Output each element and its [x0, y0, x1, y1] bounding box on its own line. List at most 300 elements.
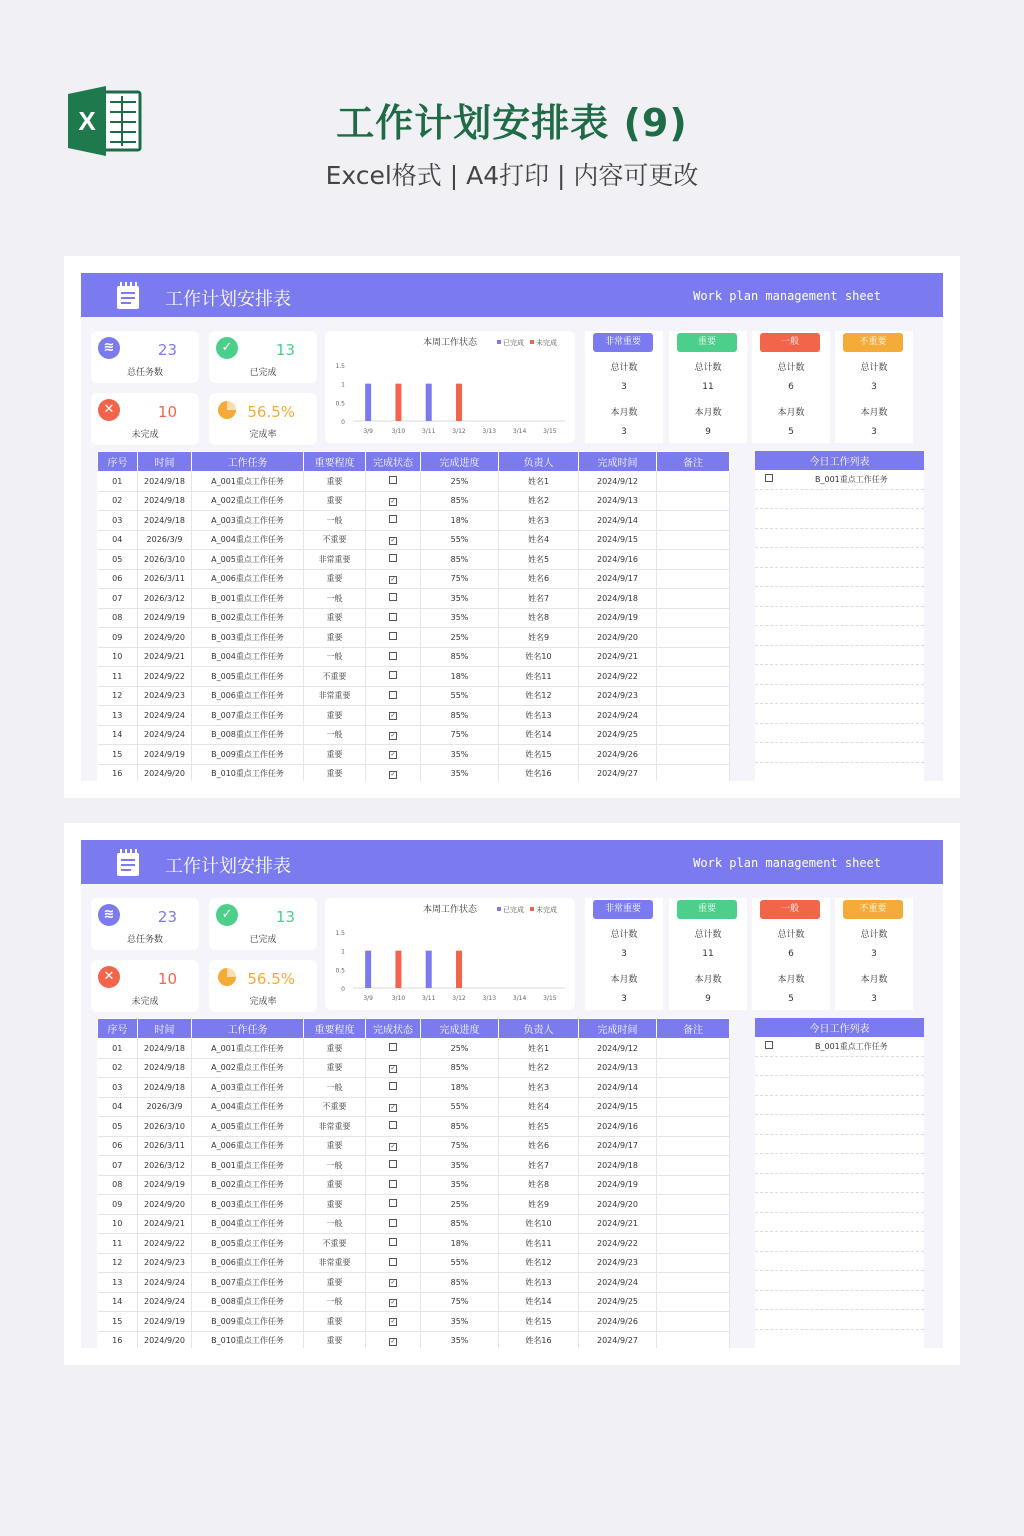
category-month-label: 本月数 — [610, 975, 638, 985]
sheet-title-en: Work plan management sheet — [693, 856, 881, 870]
category-month-label: 本月数 — [694, 408, 722, 418]
status-checkbox-cell[interactable] — [366, 1156, 421, 1176]
table-cell: 05 — [98, 1117, 138, 1137]
table-cell — [657, 706, 730, 726]
table-cell: 2024/9/21 — [138, 1214, 192, 1234]
legend-label: 已完成 — [503, 339, 524, 347]
table-cell: 85% — [421, 647, 499, 667]
y-tick-label: 0 — [341, 986, 345, 993]
table-cell: 2024/9/17 — [579, 1136, 657, 1156]
status-checkbox[interactable]: ✓ — [390, 1337, 396, 1345]
category-total-label: 总计数 — [694, 930, 722, 940]
status-checkbox-cell[interactable] — [366, 1234, 421, 1254]
table-cell: 重要 — [304, 569, 366, 589]
table-cell: 13 — [98, 706, 138, 726]
table-cell: 35% — [421, 608, 499, 628]
y-tick-label: 0 — [341, 419, 345, 426]
today-list-cell — [755, 762, 924, 781]
table-cell: 2024/9/24 — [138, 706, 192, 726]
table-row — [98, 1039, 730, 1059]
work-plan-sheet — [81, 840, 943, 1348]
status-checkbox-cell[interactable] — [366, 550, 421, 570]
status-checkbox[interactable]: ✓ — [390, 731, 396, 739]
x-tick-label: 3/13 — [482, 428, 497, 435]
status-checkbox-cell[interactable] — [366, 511, 421, 531]
status-checkbox[interactable] — [389, 1160, 397, 1168]
status-checkbox-cell[interactable] — [366, 1117, 421, 1137]
legend-swatch — [530, 907, 534, 911]
stat-done — [209, 331, 317, 383]
status-checkbox[interactable] — [389, 554, 397, 562]
table-cell: 2026/3/12 — [138, 1156, 192, 1176]
today-list-row — [755, 1310, 924, 1330]
table-cell: 2024/9/23 — [138, 686, 192, 706]
table-cell: 15 — [98, 745, 138, 765]
table-cell: A_001重点工作任务 — [192, 1039, 304, 1059]
stat-value: 23 — [157, 341, 177, 359]
table-cell: 不重要 — [304, 530, 366, 550]
table-cell: 2024/9/18 — [138, 472, 192, 492]
legend-swatch — [497, 907, 501, 911]
y-tick-label: 0.5 — [335, 400, 345, 408]
table-cell: 重要 — [304, 706, 366, 726]
status-checkbox-cell[interactable] — [366, 764, 421, 781]
status-checkbox[interactable] — [389, 1219, 397, 1227]
table-cell: 2024/9/19 — [138, 1312, 192, 1332]
y-tick-label: 1.5 — [335, 930, 345, 937]
legend-swatch — [497, 340, 501, 344]
today-list-row — [755, 1056, 924, 1076]
status-checkbox-cell[interactable] — [366, 725, 421, 745]
status-checkbox[interactable] — [389, 1199, 397, 1207]
table-cell: B_001重点工作任务 — [192, 1156, 304, 1176]
table-row — [98, 1312, 730, 1332]
table-cell — [657, 1253, 730, 1273]
table-cell: 03 — [98, 1078, 138, 1098]
table-cell: 07 — [98, 589, 138, 609]
table-cell: 25% — [421, 1039, 499, 1059]
stat-label: 完成率 — [249, 430, 277, 440]
status-checkbox[interactable] — [389, 632, 397, 640]
today-list-cell — [755, 1251, 924, 1271]
table-cell: 14 — [98, 725, 138, 745]
table-cell: B_010重点工作任务 — [192, 764, 304, 781]
status-checkbox[interactable] — [389, 476, 397, 484]
status-checkbox[interactable] — [389, 671, 397, 679]
table-cell: 2024/9/18 — [138, 1078, 192, 1098]
table-cell: 重要 — [304, 608, 366, 628]
table-cell: 2024/9/23 — [138, 1253, 192, 1273]
category-normal — [752, 331, 830, 443]
status-checkbox-cell[interactable] — [366, 1292, 421, 1312]
table-cell: B_006重点工作任务 — [192, 1253, 304, 1273]
status-checkbox-cell[interactable] — [366, 1312, 421, 1332]
category-month: 3 — [871, 994, 877, 1004]
column-header: 完成时间 — [579, 1019, 657, 1039]
table-cell: 2024/9/22 — [579, 667, 657, 687]
table-cell: B_006重点工作任务 — [192, 686, 304, 706]
table-row — [98, 1058, 730, 1078]
table-cell — [657, 1058, 730, 1078]
table-row — [98, 530, 730, 550]
status-checkbox-cell[interactable] — [366, 1058, 421, 1078]
today-list-row — [755, 587, 924, 607]
status-checkbox-cell[interactable] — [366, 530, 421, 550]
status-checkbox[interactable] — [389, 515, 397, 523]
stat-undone — [91, 960, 199, 1012]
table-cell — [657, 1214, 730, 1234]
table-cell: 14 — [98, 1292, 138, 1312]
status-checkbox-cell[interactable] — [366, 706, 421, 726]
status-checkbox-cell[interactable] — [366, 608, 421, 628]
column-header: 时间 — [138, 452, 192, 472]
today-list-cell — [755, 1076, 924, 1096]
sheet-header — [81, 273, 943, 317]
category-month-label: 本月数 — [860, 408, 888, 418]
x-tick-label: 3/11 — [421, 995, 436, 1002]
status-checkbox[interactable] — [389, 1238, 397, 1246]
column-header: 序号 — [98, 1019, 138, 1039]
status-checkbox[interactable]: ✓ — [390, 1064, 396, 1072]
table-cell: 2024/9/20 — [579, 628, 657, 648]
table-cell — [657, 608, 730, 628]
table-row — [98, 569, 730, 589]
close-icon: ✕ — [98, 966, 120, 988]
status-checkbox[interactable]: ✓ — [390, 497, 396, 505]
chart-canvas — [325, 331, 575, 443]
table-cell: B_007重点工作任务 — [192, 706, 304, 726]
table-cell: 2026/3/10 — [138, 1117, 192, 1137]
table-cell: 2024/9/24 — [579, 1273, 657, 1293]
column-header: 时间 — [138, 1019, 192, 1039]
stat-label: 总任务数 — [126, 935, 163, 945]
table-cell: 一般 — [304, 647, 366, 667]
table-row — [98, 686, 730, 706]
today-list-cell — [755, 489, 924, 509]
today-checkbox[interactable] — [765, 474, 773, 482]
today-list-cell — [755, 1037, 924, 1056]
table-cell: 重要 — [304, 1136, 366, 1156]
today-list-cell — [755, 1154, 924, 1174]
status-checkbox[interactable] — [389, 691, 397, 699]
table-cell: 2024/9/26 — [579, 1312, 657, 1332]
category-badge: 重要 — [677, 900, 737, 919]
column-header: 重要程度 — [304, 1019, 366, 1039]
table-cell: B_009重点工作任务 — [192, 745, 304, 765]
table-cell: 25% — [421, 472, 499, 492]
category-total: 6 — [788, 382, 794, 392]
today-list-row — [755, 1329, 924, 1348]
table-cell — [657, 1175, 730, 1195]
table-cell: 25% — [421, 628, 499, 648]
table-cell: 重要 — [304, 1039, 366, 1059]
status-checkbox-cell[interactable] — [366, 1273, 421, 1293]
category-important — [669, 331, 747, 443]
table-cell: 15 — [98, 1312, 138, 1332]
table-row — [98, 745, 730, 765]
table-cell: 2024/9/25 — [579, 1292, 657, 1312]
status-checkbox-cell[interactable] — [366, 1039, 421, 1059]
table-cell: 55% — [421, 686, 499, 706]
x-tick-label: 3/11 — [421, 428, 436, 435]
table-cell: 非常重要 — [304, 1117, 366, 1137]
status-checkbox[interactable] — [389, 1082, 397, 1090]
table-cell: 2024/9/17 — [579, 569, 657, 589]
status-checkbox[interactable]: ✓ — [390, 770, 396, 778]
table-cell: A_003重点工作任务 — [192, 1078, 304, 1098]
table-cell: 07 — [98, 1156, 138, 1176]
table-cell: 11 — [98, 1234, 138, 1254]
column-header: 重要程度 — [304, 452, 366, 472]
table-cell: 重要 — [304, 628, 366, 648]
layers-icon: ≋ — [98, 337, 120, 359]
status-checkbox[interactable]: ✓ — [390, 575, 396, 583]
status-checkbox-cell[interactable] — [366, 1097, 421, 1117]
table-cell: B_003重点工作任务 — [192, 628, 304, 648]
table-cell: 02 — [98, 491, 138, 511]
status-checkbox-cell[interactable] — [366, 1078, 421, 1098]
status-checkbox-cell[interactable] — [366, 686, 421, 706]
table-row — [98, 1331, 730, 1348]
category-badge: 不重要 — [843, 333, 903, 352]
status-checkbox[interactable]: ✓ — [390, 536, 396, 544]
y-tick-label: 1.5 — [335, 363, 345, 370]
table-cell: 2024/9/24 — [138, 1292, 192, 1312]
table-cell — [657, 1117, 730, 1137]
chart-bar — [456, 951, 462, 988]
table-cell: B_003重点工作任务 — [192, 1195, 304, 1215]
table-cell: 2024/9/19 — [138, 1175, 192, 1195]
task-table — [97, 451, 730, 781]
table-cell: 10 — [98, 1214, 138, 1234]
table-cell — [657, 1312, 730, 1332]
status-checkbox-cell[interactable] — [366, 745, 421, 765]
status-checkbox-cell[interactable] — [366, 1175, 421, 1195]
today-list-cell — [755, 723, 924, 743]
status-checkbox[interactable] — [389, 593, 397, 601]
table-cell — [657, 1097, 730, 1117]
table-cell: B_002重点工作任务 — [192, 1175, 304, 1195]
table-cell: 2024/9/20 — [138, 1195, 192, 1215]
chart-bar — [426, 384, 432, 421]
today-list-row — [755, 567, 924, 587]
category-total: 3 — [621, 382, 627, 392]
table-cell — [657, 1195, 730, 1215]
column-header: 序号 — [98, 452, 138, 472]
table-cell: A_005重点工作任务 — [192, 550, 304, 570]
table-cell: 姓名10 — [499, 1214, 579, 1234]
status-checkbox-cell[interactable] — [366, 647, 421, 667]
table-row — [98, 1214, 730, 1234]
category-month: 5 — [788, 994, 794, 1004]
table-cell: 一般 — [304, 1214, 366, 1234]
table-row — [98, 608, 730, 628]
table-cell: 姓名4 — [499, 530, 579, 550]
table-cell — [657, 530, 730, 550]
table-cell: 姓名11 — [499, 1234, 579, 1254]
table-cell — [657, 1039, 730, 1059]
table-cell: 一般 — [304, 725, 366, 745]
table-cell: 姓名4 — [499, 1097, 579, 1117]
today-list-row — [755, 684, 924, 704]
status-checkbox-cell[interactable] — [366, 667, 421, 687]
status-checkbox-cell[interactable] — [366, 628, 421, 648]
stat-value: 10 — [157, 970, 177, 988]
sheet-header — [81, 840, 943, 884]
table-cell: 姓名12 — [499, 686, 579, 706]
table-cell: 重要 — [304, 472, 366, 492]
today-list-row — [755, 470, 924, 489]
stat-label: 未完成 — [131, 430, 159, 440]
table-cell: 2024/9/13 — [579, 1058, 657, 1078]
status-checkbox[interactable] — [389, 1043, 397, 1051]
table-cell: B_005重点工作任务 — [192, 1234, 304, 1254]
table-cell: 75% — [421, 1136, 499, 1156]
table-cell: 2024/9/22 — [138, 667, 192, 687]
table-cell: 姓名5 — [499, 550, 579, 570]
category-total-label: 总计数 — [694, 363, 722, 373]
chart-bar — [456, 384, 462, 421]
status-checkbox[interactable]: ✓ — [390, 1103, 396, 1111]
table-cell: 2024/9/20 — [138, 1331, 192, 1348]
table-cell: 姓名8 — [499, 608, 579, 628]
today-list-row — [755, 1212, 924, 1232]
table-cell: 姓名9 — [499, 628, 579, 648]
today-list-row — [755, 548, 924, 568]
status-checkbox-cell[interactable] — [366, 1195, 421, 1215]
table-cell: 35% — [421, 589, 499, 609]
table-cell: B_002重点工作任务 — [192, 608, 304, 628]
table-cell: 2026/3/9 — [138, 530, 192, 550]
status-checkbox[interactable]: ✓ — [390, 1298, 396, 1306]
status-checkbox-cell[interactable] — [366, 1331, 421, 1348]
table-header-row — [98, 1019, 730, 1039]
table-cell: 2024/9/21 — [579, 1214, 657, 1234]
x-tick-label: 3/13 — [482, 995, 497, 1002]
today-list-row — [755, 1251, 924, 1271]
table-cell: 一般 — [304, 589, 366, 609]
x-tick-label: 3/10 — [391, 428, 406, 435]
status-checkbox[interactable] — [389, 1121, 397, 1129]
status-checkbox-cell[interactable] — [366, 589, 421, 609]
table-cell: 85% — [421, 550, 499, 570]
table-row — [98, 667, 730, 687]
table-cell: 2024/9/18 — [138, 491, 192, 511]
chart-bar — [395, 384, 401, 421]
stat-value: 56.5% — [247, 970, 295, 988]
table-cell: 85% — [421, 1058, 499, 1078]
table-cell: 姓名16 — [499, 764, 579, 781]
today-list — [755, 1018, 924, 1348]
table-cell: 2024/9/18 — [138, 511, 192, 531]
table-cell: 姓名7 — [499, 1156, 579, 1176]
today-list-row — [755, 762, 924, 781]
table-cell: 13 — [98, 1273, 138, 1293]
today-checkbox[interactable] — [765, 1041, 773, 1049]
status-checkbox[interactable]: ✓ — [390, 1279, 396, 1287]
table-cell: A_001重点工作任务 — [192, 472, 304, 492]
table-cell: B_008重点工作任务 — [192, 725, 304, 745]
table-cell: 2024/9/24 — [138, 1273, 192, 1293]
status-checkbox[interactable] — [389, 652, 397, 660]
stat-value: 13 — [275, 908, 295, 926]
table-cell: 2026/3/10 — [138, 550, 192, 570]
table-cell: 2024/9/24 — [579, 706, 657, 726]
stat-value: 23 — [157, 908, 177, 926]
table-cell: 18% — [421, 1078, 499, 1098]
table-cell: 重要 — [304, 1331, 366, 1348]
today-list-header: 今日工作列表 — [755, 451, 924, 470]
status-checkbox-cell[interactable] — [366, 1214, 421, 1234]
today-list-cell — [755, 684, 924, 704]
table-cell: 03 — [98, 511, 138, 531]
status-checkbox[interactable]: ✓ — [390, 1142, 396, 1150]
status-checkbox-cell[interactable] — [366, 1253, 421, 1273]
today-list-cell — [755, 626, 924, 646]
category-total: 11 — [702, 949, 714, 959]
status-checkbox[interactable]: ✓ — [390, 751, 396, 759]
table-cell — [657, 491, 730, 511]
today-list-row — [755, 528, 924, 548]
table-cell: 姓名8 — [499, 1175, 579, 1195]
table-row — [98, 1273, 730, 1293]
today-list-row — [755, 489, 924, 509]
status-checkbox[interactable]: ✓ — [390, 1318, 396, 1326]
table-cell: 重要 — [304, 745, 366, 765]
status-checkbox-cell[interactable] — [366, 491, 421, 511]
status-checkbox-cell[interactable] — [366, 472, 421, 492]
today-list-row — [755, 723, 924, 743]
status-checkbox[interactable]: ✓ — [390, 712, 396, 720]
column-header: 备注 — [657, 1019, 730, 1039]
column-header: 完成进度 — [421, 452, 499, 472]
table-row — [98, 589, 730, 609]
category-month: 5 — [788, 427, 794, 437]
today-list-row — [755, 1037, 924, 1056]
status-checkbox[interactable] — [389, 613, 397, 621]
table-cell: 2024/9/12 — [579, 1039, 657, 1059]
status-checkbox[interactable] — [389, 1180, 397, 1188]
table-cell: 重要 — [304, 1195, 366, 1215]
table-cell: 不重要 — [304, 1097, 366, 1117]
category-month: 3 — [621, 994, 627, 1004]
status-checkbox-cell[interactable] — [366, 1136, 421, 1156]
table-row — [98, 706, 730, 726]
page-subtitle: Excel格式 | A4打印 | 内容可更改 — [325, 161, 699, 190]
layers-icon: ≋ — [98, 904, 120, 926]
table-cell: A_006重点工作任务 — [192, 569, 304, 589]
table-row — [98, 647, 730, 667]
y-tick-label: 1 — [341, 381, 345, 389]
y-tick-label: 0.5 — [335, 967, 345, 975]
category-month-label: 本月数 — [777, 408, 805, 418]
table-cell: 2024/9/15 — [579, 1097, 657, 1117]
table-cell: 2024/9/19 — [138, 608, 192, 628]
table-row — [98, 628, 730, 648]
stat-label: 已完成 — [249, 935, 277, 945]
table-cell: 85% — [421, 706, 499, 726]
category-total-label: 总计数 — [777, 930, 805, 940]
status-checkbox-cell[interactable] — [366, 569, 421, 589]
x-tick-label: 3/14 — [512, 995, 527, 1002]
table-cell: 2024/9/26 — [579, 745, 657, 765]
table-cell: 85% — [421, 1214, 499, 1234]
table-cell: B_010重点工作任务 — [192, 1331, 304, 1348]
category-badge: 不重要 — [843, 900, 903, 919]
status-checkbox[interactable] — [389, 1258, 397, 1266]
table-row — [98, 1175, 730, 1195]
table-cell: A_006重点工作任务 — [192, 1136, 304, 1156]
